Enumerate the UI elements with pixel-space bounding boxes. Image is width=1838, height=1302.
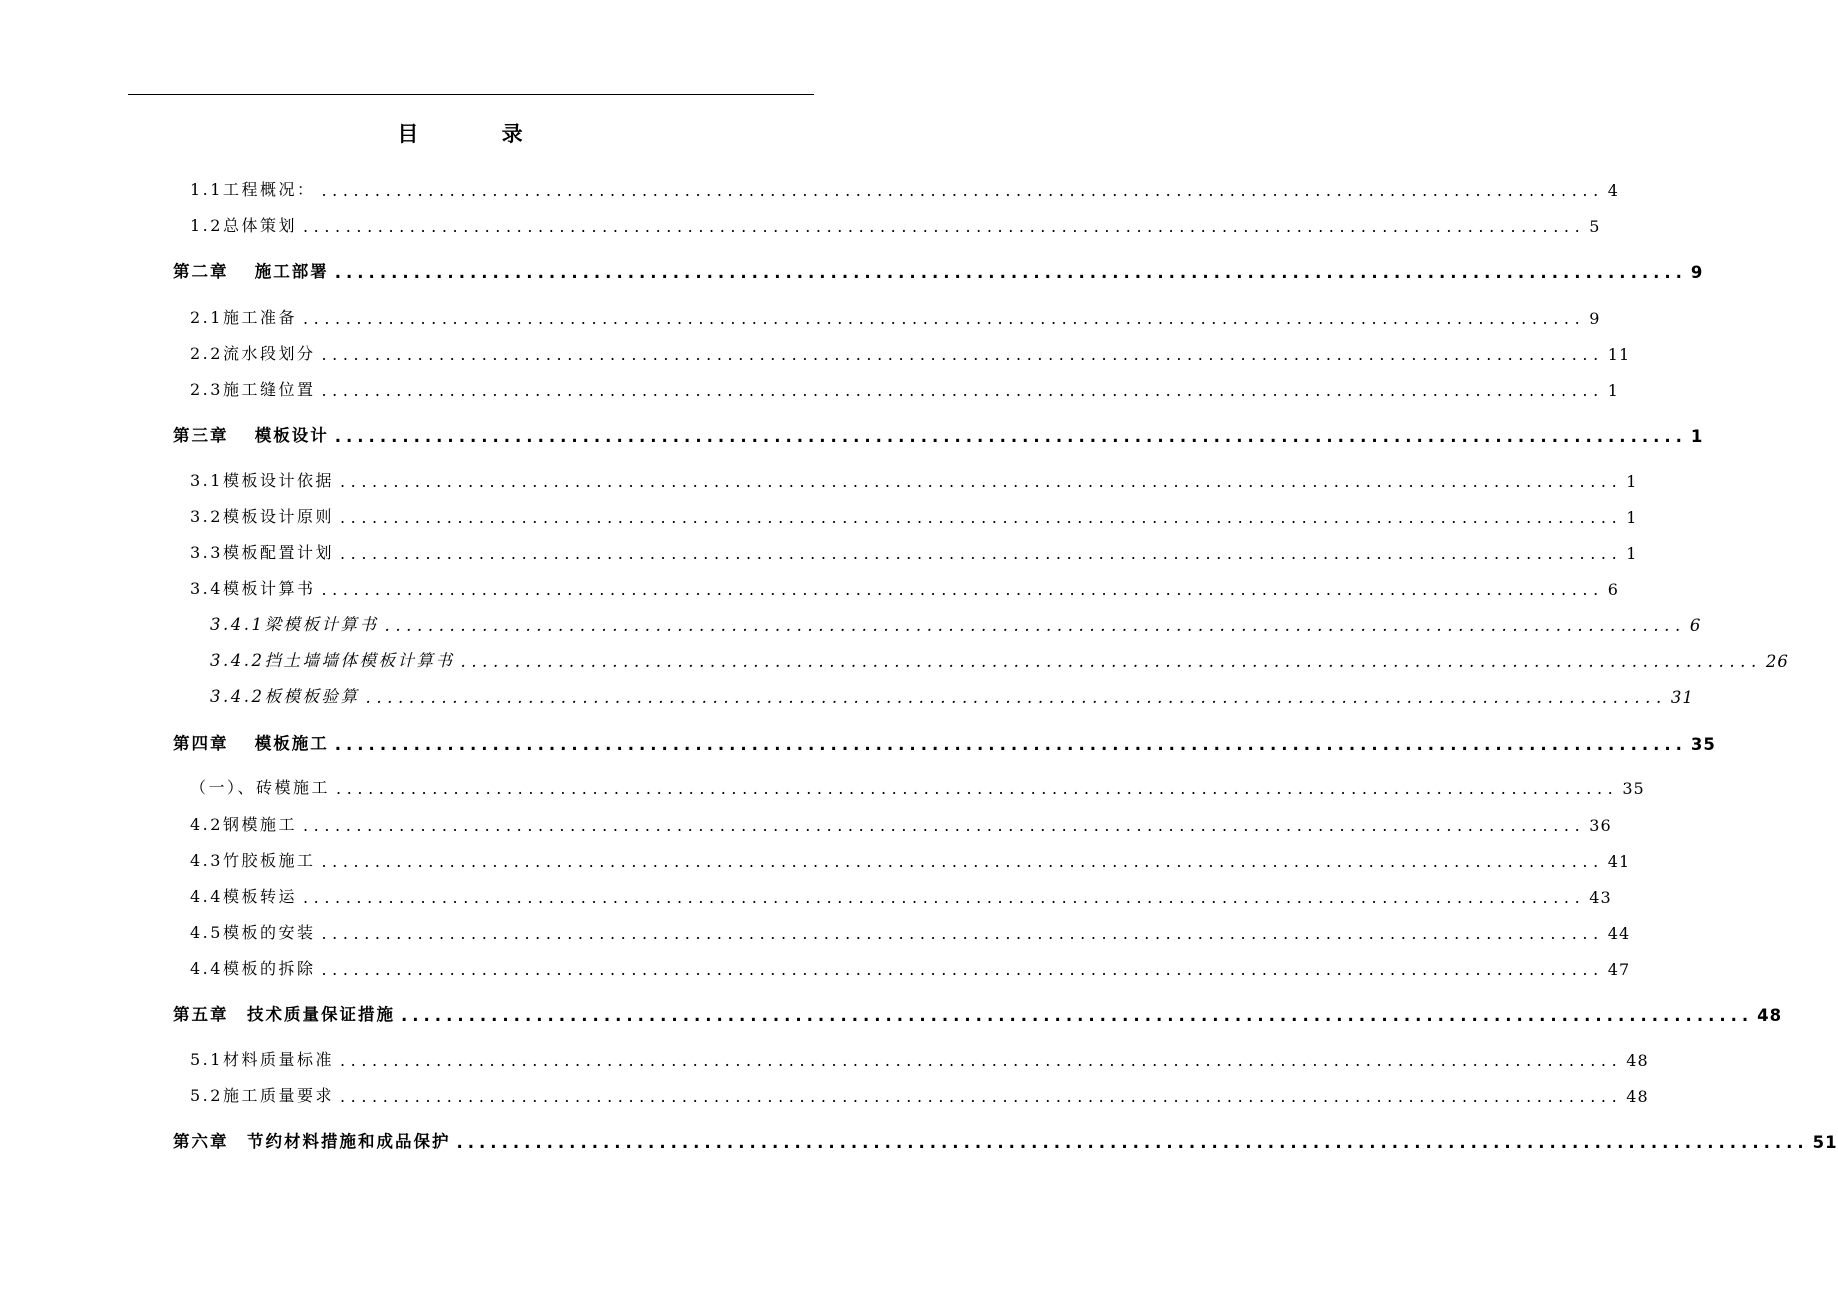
toc-entry-label: （一）、砖模施工 [190,778,331,797]
dot-leader: ........................................................................................................................ [302,309,1586,328]
toc-entry-page-number: 9 [1589,309,1601,328]
toc-entry-page-number: 35 [1690,735,1716,754]
toc-entry-label: 1.1工程概况： [190,180,316,199]
dot-leader: ........................................................................................................................ [336,779,1619,798]
dot-leader: ........................................................................................................................ [321,924,1604,943]
toc-entry[interactable] [0,605,1702,635]
toc-entry-label: 第六章 节约材料措施和成品保护 [173,1132,451,1151]
toc-entry-page-number: 35 [1622,779,1645,798]
toc-chapter-entry[interactable] [0,995,1783,1025]
dot-leader: ........................................................................................................................ [321,181,1604,200]
toc-entry[interactable] [0,913,1631,943]
dot-leader: ........................................................................................................................ [302,217,1586,236]
toc-entry-page-number: 6 [1607,580,1619,599]
dot-leader: ........................................................................................................................ [302,816,1586,835]
toc-entry-page-number: 26 [1765,652,1789,671]
toc-entry-page-number: 1 [1626,544,1638,563]
dot-leader: ........................................................................................................................ [321,345,1604,364]
dot-leader: ........................................................................................................................ [456,1133,1809,1152]
toc-entry-label: 5.2施工质量要求 [190,1086,334,1105]
toc-entry-page-number: 4 [1607,181,1619,200]
toc-entry-page-number: 1 [1626,472,1638,491]
dot-leader: ........................................................................................................................ [321,381,1604,400]
toc-entry-label: 4.3竹胶板施工 [190,851,316,870]
toc-entry-page-number: 48 [1626,1051,1649,1070]
toc-entry-label: 3.4模板计算书 [190,579,316,598]
toc-entry-page-number: 9 [1690,263,1704,282]
toc-entry-label: 2.2流水段划分 [190,344,316,363]
toc-chapter-entry[interactable] [0,1122,1838,1152]
dot-leader: ........................................................................................................................ [302,888,1586,907]
toc-entry-label: 2.1施工准备 [190,308,297,327]
toc-title: 目 录 [397,122,561,146]
toc-entry[interactable] [0,1040,1649,1070]
toc-entry[interactable] [0,569,1619,599]
toc-chapter-entry[interactable] [0,416,1704,446]
toc-entry-label: 3.2模板设计原则 [190,507,334,526]
toc-entry[interactable] [0,641,1789,671]
dot-leader: ........................................................................................................................ [321,960,1604,979]
toc-entry-page-number: 48 [1626,1087,1649,1106]
toc-entry-page-number: 41 [1607,852,1631,871]
toc-entry-page-number: 1 [1626,508,1638,527]
toc-entry[interactable] [0,768,1645,798]
toc-entry-label: 第三章 模板设计 [173,426,329,445]
toc-entry[interactable] [0,170,1619,200]
dot-leader: ........................................................................................................................ [334,263,1687,282]
toc-entry-page-number: 47 [1607,960,1631,979]
dot-leader: ........................................................................................................................ [321,852,1604,871]
toc-entry-page-number: 5 [1589,217,1601,236]
dot-leader: ........................................................................................................................ [401,1006,1754,1025]
toc-entry-page-number: 51 [1812,1133,1838,1152]
dot-leader: ........................................................................................................................ [339,472,1623,491]
toc-entry-label: 4.5模板的安装 [190,923,316,942]
dot-leader: ........................................................................................................................ [321,580,1604,599]
toc-chapter-entry[interactable] [0,252,1704,282]
toc-entry-label: 3.3模板配置计划 [190,543,334,562]
toc-entry-page-number: 11 [1607,345,1631,364]
dot-leader: ........................................................................................................................ [339,1087,1623,1106]
dot-leader: ........................................................................................................................ [339,508,1623,527]
toc-entry[interactable] [0,1076,1649,1106]
toc-entry[interactable] [0,949,1631,979]
toc-entry[interactable] [0,877,1612,907]
toc-entry-label: 4.2钢模施工 [190,815,297,834]
toc-entry[interactable] [0,206,1601,236]
toc-entry-label: 1.2总体策划 [190,216,297,235]
toc-entry-page-number: 1 [1607,381,1619,400]
toc-entry[interactable] [0,805,1612,835]
toc-entry-label: 3.4.2板模板验算 [210,687,360,706]
toc-entry-label: 3.4.2挡土墙墙体模板计算书 [210,651,455,670]
toc-entry-label: 第四章 模板施工 [173,734,329,753]
toc-entry-page-number: 44 [1607,924,1631,943]
toc-entry[interactable] [0,677,1694,707]
dot-leader: ........................................................................................................................ [334,427,1687,446]
toc-entry[interactable] [0,298,1601,328]
dot-leader: ........................................................................................................................ [460,652,1762,671]
dot-leader: ........................................................................................................................ [384,616,1686,635]
toc-entry-label: 4.4模板转运 [190,887,297,906]
toc-entry-label: 第二章 施工部署 [173,262,329,281]
toc-entry-page-number: 43 [1589,888,1612,907]
toc-chapter-entry[interactable] [0,724,1716,754]
toc-entry-label: 2.3施工缝位置 [190,380,316,399]
toc-entry[interactable] [0,461,1638,491]
toc-entry-page-number: 48 [1757,1006,1783,1025]
dot-leader: ........................................................................................................................ [339,1051,1623,1070]
toc-entry[interactable] [0,370,1619,400]
dot-leader: ........................................................................................................................ [339,544,1623,563]
dot-leader: ........................................................................................................................ [334,735,1687,754]
toc-entry-label: 3.1模板设计依据 [190,471,334,490]
toc-entry-page-number: 36 [1589,816,1612,835]
toc-entry[interactable] [0,497,1638,527]
toc-entry-label: 第五章 技术质量保证措施 [173,1005,395,1024]
toc-entry-page-number: 6 [1689,616,1702,635]
header-rule [128,94,814,95]
toc-entry-page-number: 31 [1670,688,1694,707]
toc-entry-page-number: 1 [1690,427,1704,446]
toc-entry[interactable] [0,334,1631,364]
dot-leader: ........................................................................................................................ [365,688,1667,707]
toc-entry[interactable] [0,533,1638,563]
toc-entry[interactable] [0,841,1631,871]
toc-entry-label: 4.4模板的拆除 [190,959,316,978]
toc-entry-label: 5.1材料质量标准 [190,1050,334,1069]
toc-entry-label: 3.4.1梁模板计算书 [210,615,379,634]
